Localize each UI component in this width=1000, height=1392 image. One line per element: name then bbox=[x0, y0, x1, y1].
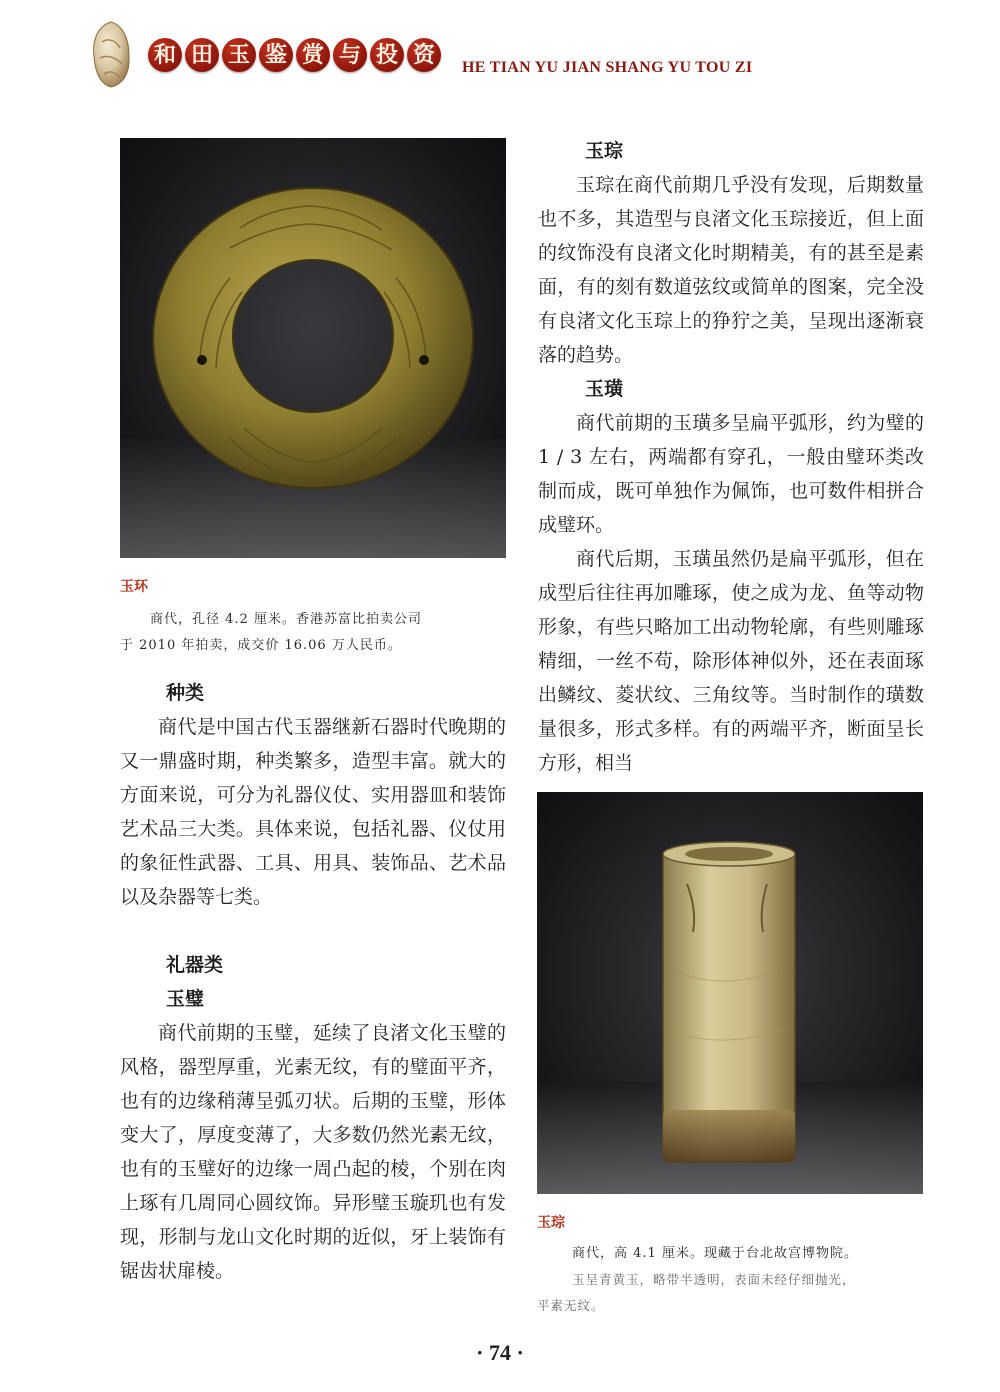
heading-types: 种类 bbox=[166, 682, 205, 704]
title-char: 和 bbox=[148, 38, 182, 72]
figure2-caption-line: 平素无纹。 bbox=[537, 1298, 605, 1313]
heading-liqi: 礼器类 bbox=[166, 954, 224, 976]
paragraph-types: 商代是中国古代玉器继新石器时代晚期的又一鼎盛时期，种类繁多，造型丰富。就大的方面来说，可分为礼器仪仗、实用器皿和装饰艺术品三大类。具体来说，包括礼器、仪仗用的象征性武器、工具、用具、装饰品、艺术品以及杂器等七类。 bbox=[120, 716, 506, 908]
heading-yucong: 玉琮 bbox=[585, 140, 624, 162]
paragraph-yucong: 玉琮在商代前期几乎没有发现，后期数量也不多，其造型与良渚文化玉琮接近，但上面的纹饰没有良渚文化时期精美，有的甚至是素面，有的刻有数道弦纹或简单的图案，完全没有良渚文化玉琮上的狰狞之美，呈现出逐渐衰落的趋势。 bbox=[538, 174, 924, 366]
figure2-title: 玉琮 bbox=[537, 1215, 565, 1231]
jade-ring-photo bbox=[120, 138, 506, 558]
page-number: · 74 · bbox=[476, 1340, 524, 1365]
paragraph-yuhuang-1: 商代前期的玉璜多呈扁平弧形，约为璧的 1 / 3 左右，两端都有穿孔，一般由璧环类改制而成，既可单独作为佩饰，也可数件相拼合成璧环。 bbox=[538, 412, 924, 536]
paragraph-yuhuang-2: 商代后期，玉璜虽然仍是扁平弧形，但在成型后往往再加雕琢，使之成为龙、鱼等动物形象，有些只略加工出动物轮廓，有些则雕琢精细，一丝不苟，除形体神似外，还在表面琢出鳞纹、菱状纹、三角纹等。当时制作的璜数量很多，形式多样。有的两端平齐，断面呈长方形，相当 bbox=[538, 548, 924, 774]
figure1-caption-line: 于 2010 年拍卖，成交价 16.06 万人民币。 bbox=[120, 638, 402, 653]
figure1-caption-line: 商代，孔径 4.2 厘米。香港苏富比拍卖公司 bbox=[150, 612, 422, 627]
title-char: 与 bbox=[333, 38, 367, 72]
title-char: 投 bbox=[370, 38, 404, 72]
heading-yubi: 玉璧 bbox=[166, 988, 205, 1010]
book-title bbox=[148, 38, 441, 72]
heading-yuhuang: 玉璜 bbox=[585, 378, 624, 400]
title-char: 鉴 bbox=[259, 38, 293, 72]
paragraph-yubi: 商代前期的玉璧，延续了良渚文化玉璧的风格，器型厚重，光素无纹，有的璧面平齐，也有的边缘稍薄呈弧刃状。后期的玉璧，形体变大了，厚度变薄了，大多数仍然光素无纹，也有的玉璧好的边缘一周凸起的棱，个别在肉上琢有几周同心圆纹饰。异形璧玉璇玑也有发现，形制与龙山文化时期的近似，牙上装饰有锯齿状扉棱。 bbox=[120, 1022, 506, 1282]
title-char: 玉 bbox=[222, 38, 256, 72]
title-char: 资 bbox=[407, 38, 441, 72]
book-subtitle: HE TIAN YU JIAN SHANG YU TOU ZI bbox=[462, 59, 753, 76]
jade-cong-photo bbox=[537, 792, 923, 1194]
page-header bbox=[0, 0, 1000, 110]
jade-carving-logo-icon bbox=[84, 18, 138, 90]
title-char: 赏 bbox=[296, 38, 330, 72]
figure2-caption-line: 商代，高 4.1 厘米。现藏于台北故宫博物院。 bbox=[572, 1246, 858, 1261]
title-char: 田 bbox=[185, 38, 219, 72]
figure2-caption-line: 玉呈青黄玉，略带半透明，表面未经仔细抛光， bbox=[572, 1272, 856, 1287]
figure1-title: 玉环 bbox=[120, 579, 148, 595]
